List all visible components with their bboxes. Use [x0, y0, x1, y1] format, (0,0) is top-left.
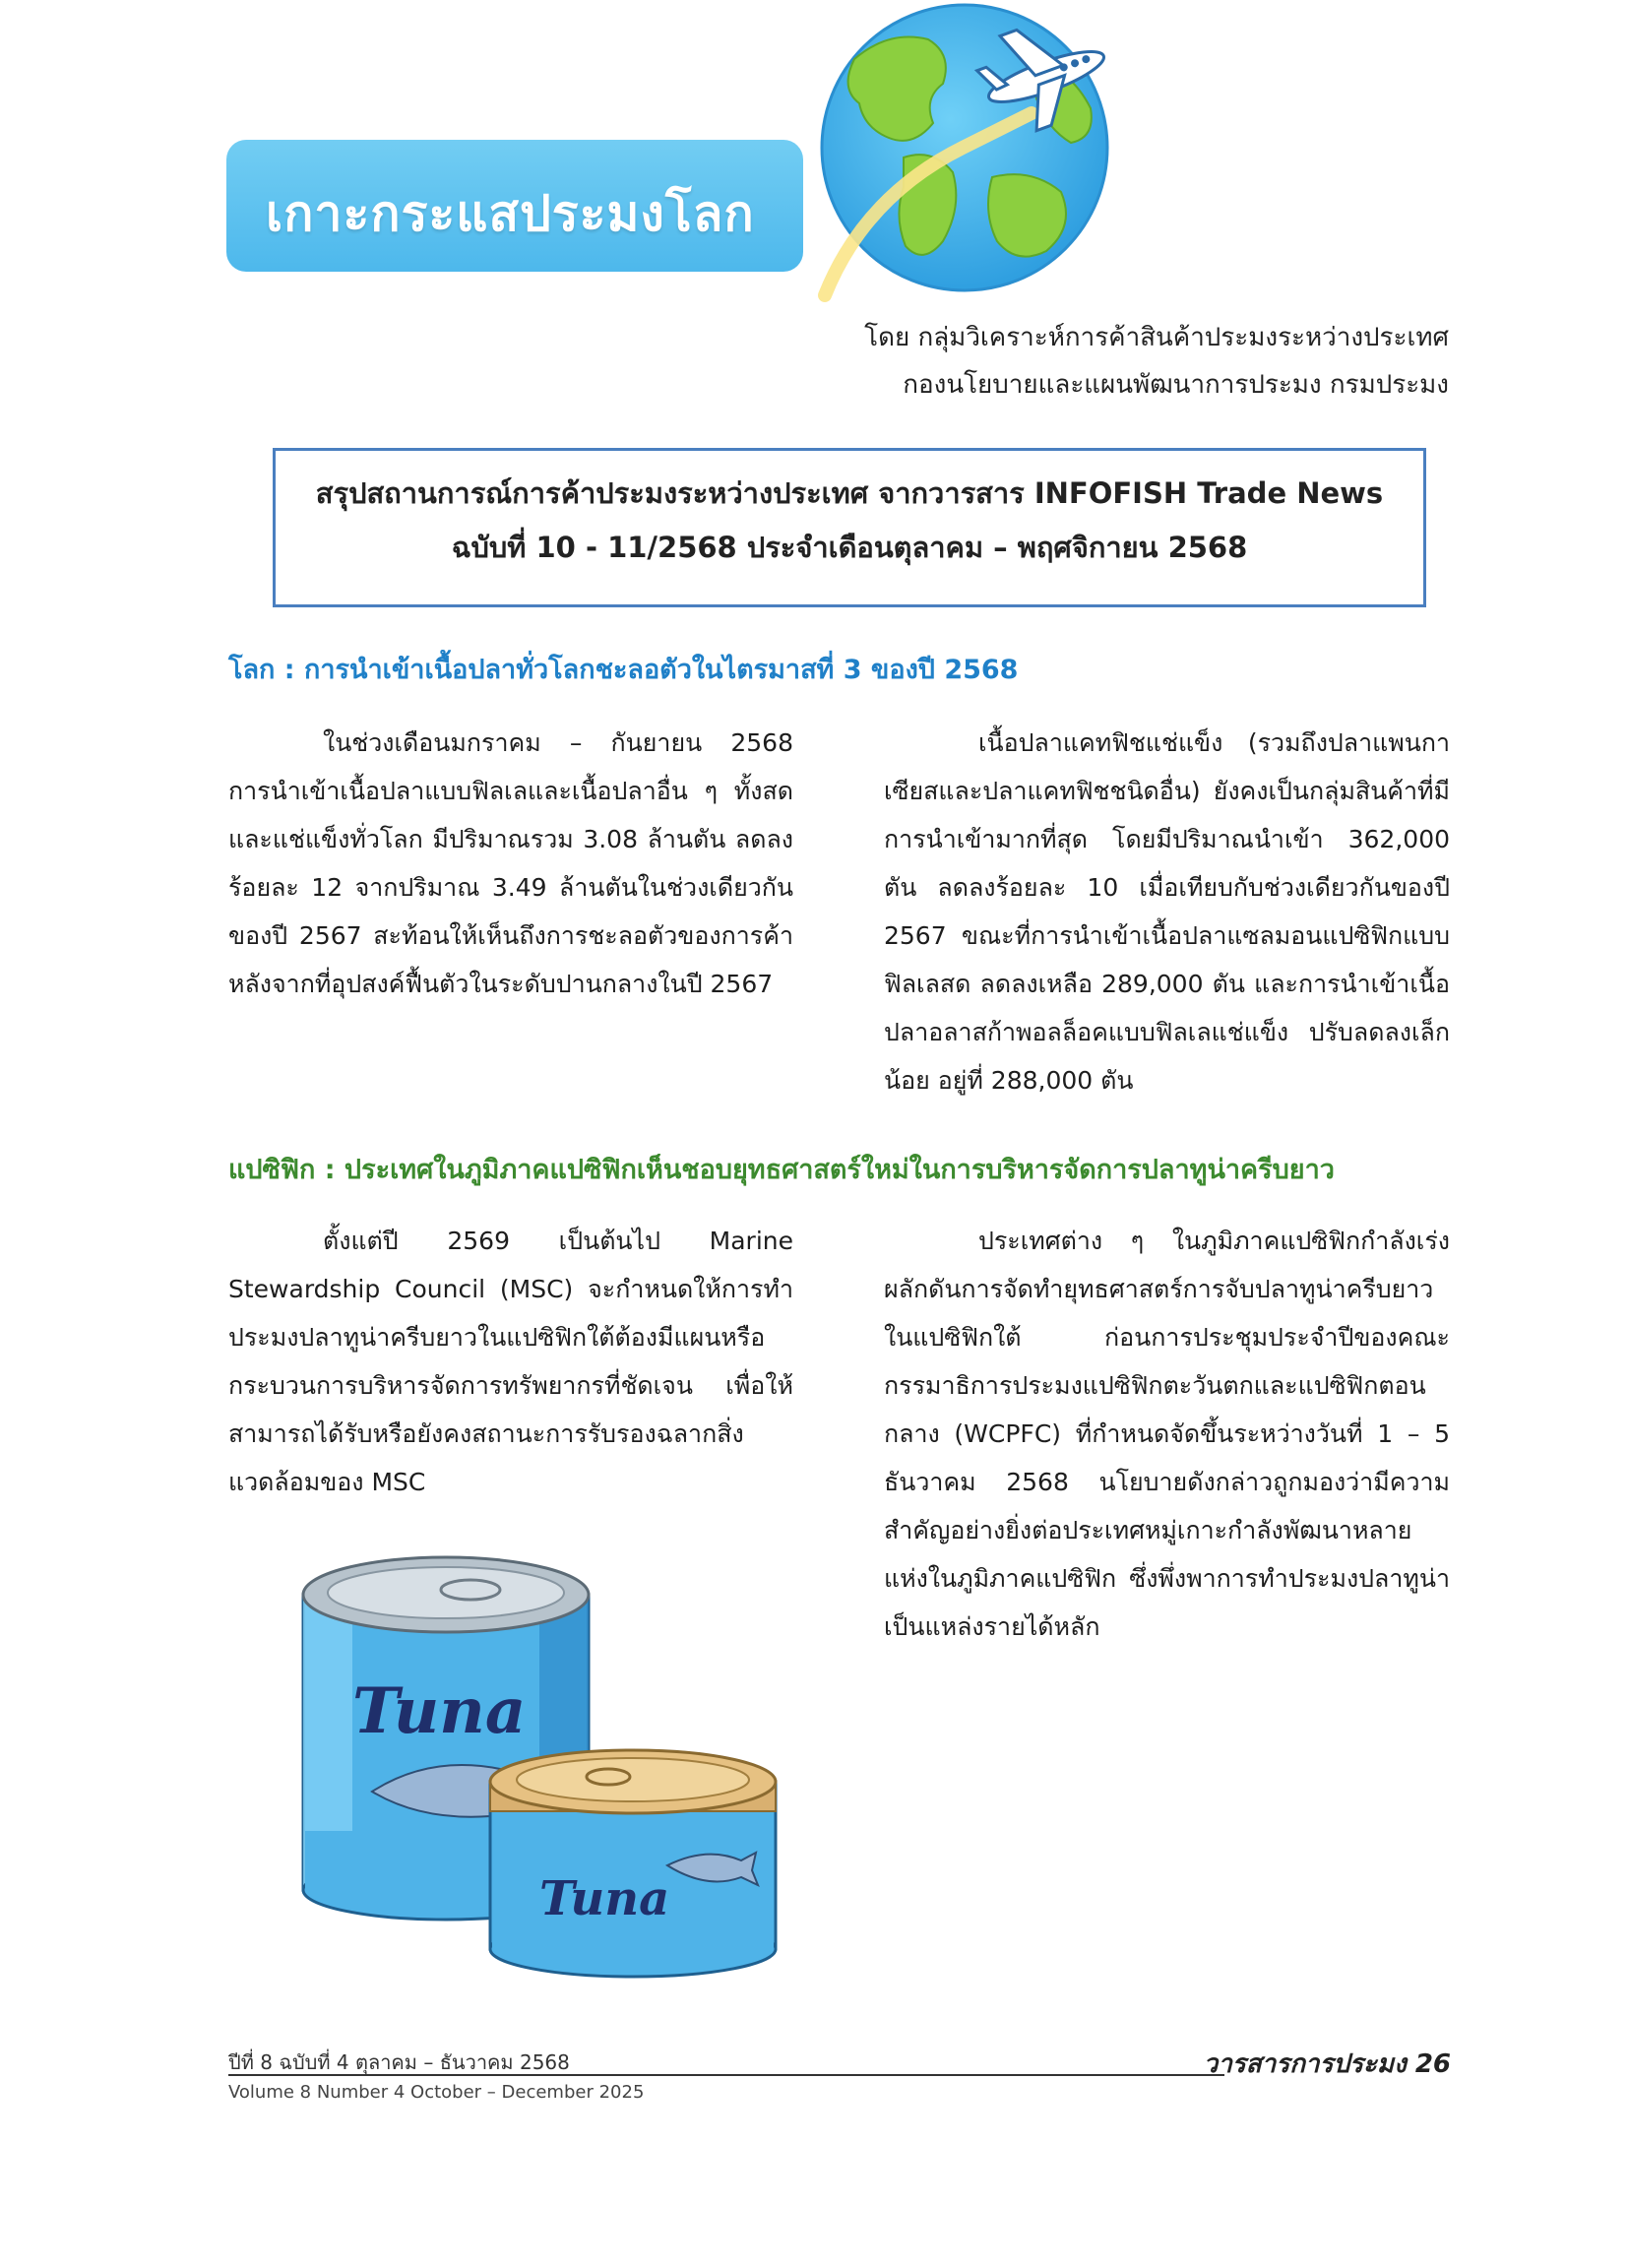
footer-divider [228, 2074, 1224, 2076]
author-affiliation: กองนโยบายและแผนพัฒนาการประมง กรมประมง [903, 370, 1449, 400]
small-tuna-can [490, 1750, 776, 1977]
paragraph: ประเทศต่าง ๆ ในภูมิภาคแปซิฟิกกำลังเร่งผลักดันการจัดทำยุทธศาสตร์การจับปลาทูน่าครีบยาวในแปซิฟิกใต้ ก่อนการประชุมประจำปีของคณะกรรมาธิการประมงแปซิฟิกตะวันตกและแปซิฟิกตอนกลาง (WCPFC) ที่กำหนดจัดขึ้นระหว่างวันที่ 1 – 5 ธันวาคม 2568 นโยบายดังกล่าวถูกมองว่ามีความสำคัญอย่างยิ่งต่อประเทศหมู่เกาะกำลังพัฒนาหลายแห่งในภูมิภาคแปซิฟิก ซึ่งพึ่งพาการทำประมงปลาทูน่าเป็นแหล่งรายได้หลัก [884, 1227, 1450, 1641]
author-line: โดย กลุ่มวิเคราะห์การค้าสินค้าประมงระหว่างประเทศ [864, 323, 1449, 352]
page-title: เกาะกระแสประมงโลก [266, 185, 755, 242]
section-heading-world: โลก : การนำเข้าเนื้อปลาทั่วโลกชะลอตัวในไตรมาสที่ 3 ของปี 2568 [228, 655, 1019, 685]
tuna-label-small: Tuna [539, 1871, 670, 1926]
section-heading-pacific: แปซิฟิก : ประเทศในภูมิภาคแปซิฟิกเห็นชอบยุทธศาสตร์ใหม่ในการบริหารจัดการปลาทูน่าครีบยาว [228, 1155, 1335, 1185]
tuna-can-illustration [293, 1536, 805, 1998]
footer-journal-page: วารสารการประมง 26 [1203, 2049, 1451, 2079]
footer-issue-thai: ปีที่ 8 ฉบับที่ 4 ตุลาคม – ธันวาคม 2568 [228, 2050, 570, 2074]
summary-title: สรุปสถานการณ์การค้าประมงระหว่างประเทศ จากวารสาร INFOFISH Trade News [315, 476, 1384, 510]
tuna-label: Tuna [352, 1674, 527, 1748]
summary-issue: ฉบับที่ 10 - 11/2568 ประจำเดือนตุลาคม – พฤศจิกายน 2568 [451, 531, 1248, 564]
paragraph: ตั้งแต่ปี 2569 เป็นต้นไป Marine Stewardship Council (MSC) จะกำหนดให้การทำประมงปลาทูน่าครีบยาวในแปซิฟิกใต้ต้องมีแผนหรือกระบวนการบริหารจัดการทรัพยากรที่ชัดเจน เพื่อให้สามารถได้รับหรือยังคงสถานะการรับรองฉลากสิ่งแวดล้อมของ MSC [228, 1227, 793, 1496]
paragraph: เนื้อปลาแคทฟิชแช่แข็ง (รวมถึงปลาแพนกาเซียสและปลาแคทฟิชชนิดอื่น) ยังคงเป็นกลุ่มสินค้าที่มีการนำเข้ามากที่สุด โดยมีปริมาณนำเข้า 362,000 ตัน ลดลงร้อยละ 10 เมื่อเทียบกับช่วงเดียวกันของปี 2567 ขณะที่การนำเข้าเนื้อปลาแซลมอนแปซิฟิกแบบฟิลเลสด ลดลงเหลือ 289,000 ตัน และการนำเข้าเนื้อปลาอลาสก้าพอลล็อคแบบฟิลเลแช่แข็ง ปรับลดลงเล็กน้อย อยู่ที่ 288,000 ตัน [884, 728, 1450, 1095]
globe-airplane-icon [795, 0, 1136, 307]
footer-issue-english: Volume 8 Number 4 October – December 2025 [228, 2082, 645, 2103]
paragraph: ในช่วงเดือนมกราคม – กันยายน 2568 การนำเข้าเนื้อปลาแบบฟิลเลและเนื้อปลาอื่น ๆ ทั้งสดและแช่แข็งทั่วโลก มีปริมาณรวม 3.08 ล้านตัน ลดลงร้อยละ 12 จากปริมาณ 3.49 ล้านตันในช่วงเดียวกันของปี 2567 สะท้อนให้เห็นถึงการชะลอตัวของการค้าหลังจากที่อุปสงค์ฟื้นตัวในระดับปานกลางในปี 2567 [228, 728, 793, 998]
